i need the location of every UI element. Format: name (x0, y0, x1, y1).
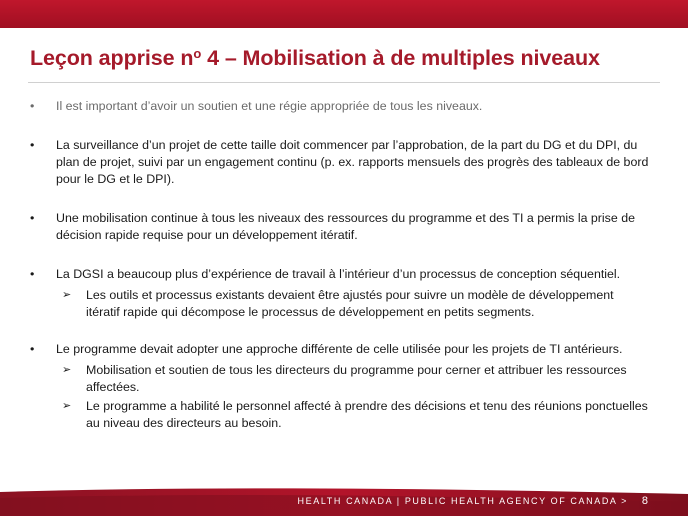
footer-organization: HEALTH CANADA | PUBLIC HEALTH AGENCY OF CANADA > (297, 496, 628, 506)
arrow-bullet-icon: ➢ (62, 400, 72, 412)
bullet-item: • Il est important d’avoir un soutien et une régie appropriée de tous les niveaux. (30, 99, 483, 113)
bullet-marker: • (30, 342, 35, 356)
arrow-bullet-icon: ➢ (62, 289, 72, 301)
bullet-item: • La surveillance d’un projet de cette taille doit commencer par l’approbation, de la part du DG et du DPI, du plan de projet, suivi par un engagement continu (p. ex. rapports mensuels des progrès des tableaux de bord pour le DG et le DPI). (30, 138, 649, 186)
bullet-item: • Le programme devait adopter une approche différente de celle utilisée pour les projets de TI antérieurs. (30, 342, 623, 356)
bullet-item: • La DGSI a beaucoup plus d’expérience de travail à l’intérieur d’un processus de conception séquentiel. (30, 267, 621, 281)
slide-body (30, 98, 650, 432)
bullet-marker: • (30, 267, 35, 281)
title-divider (28, 82, 660, 83)
sub-bullet-item: ➢ Les outils et processus existants devaient être ajustés pour suivre un modèle de développement itératif rapide qui décompose le processus de développement en petits segments. (62, 288, 614, 319)
sub-bullet-item: ➢ Le programme a habilité le personnel affecté à prendre des décisions et tenu des réunions ponctuelles au niveau des directeurs au besoin. (62, 399, 648, 430)
sub-bullet-item: ➢ Mobilisation et soutien de tous les directeurs du programme pour cerner et attribuer les ressources affectées. (62, 363, 627, 394)
top-band (0, 0, 688, 28)
bullet-marker: • (30, 138, 35, 152)
bullet-marker: • (30, 99, 35, 113)
bullet-marker: • (30, 211, 35, 225)
footer-band (0, 486, 688, 516)
slide-title: Leçon apprise $n^o$ 4 – Mobilisation à de multiples niveaux (30, 46, 600, 70)
page-number: 8 (641, 495, 648, 507)
bullet-item: • Une mobilisation continue à tous les niveaux des ressources du programme et des TI a permis la prise de décision rapide requise pour un développement itératif. (30, 211, 635, 242)
arrow-bullet-icon: ➢ (62, 364, 72, 376)
